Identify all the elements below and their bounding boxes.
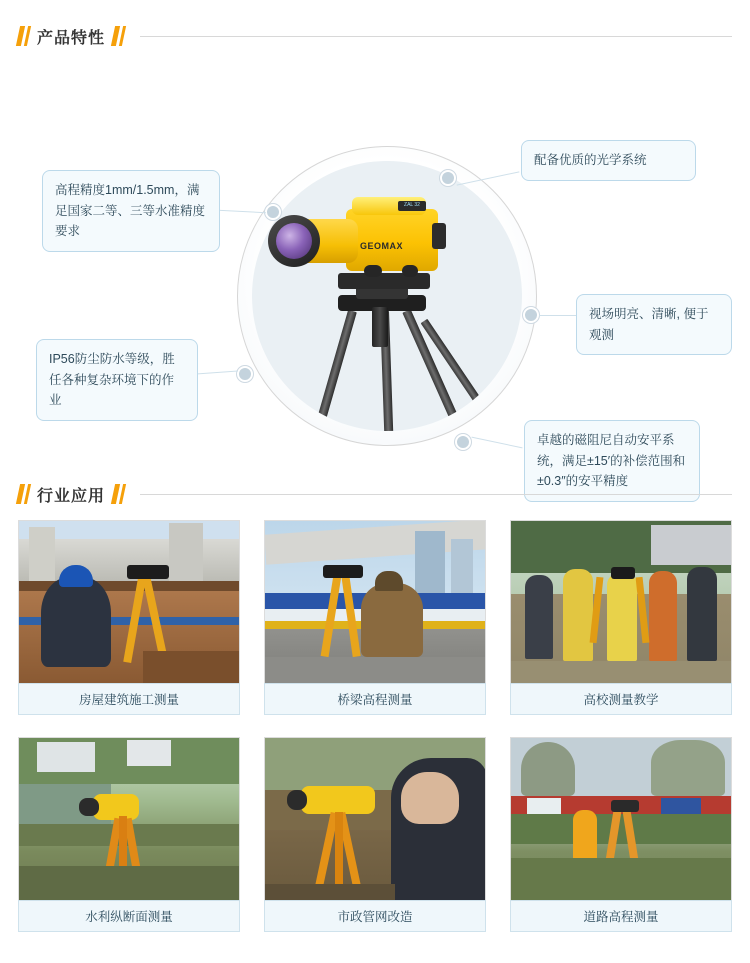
application-caption: 桥梁高程测量 <box>264 683 486 715</box>
features-section-header <box>18 24 124 48</box>
heading-accent-left-icon-2 <box>18 484 29 504</box>
callout-dot-accuracy <box>265 204 281 220</box>
callout-ip56-text: IP56防尘防水等级，胜任各种复杂环境下的作业 <box>49 352 175 408</box>
application-caption: 水利纵断面测量 <box>18 900 240 932</box>
features-section-title: 产品特性 <box>37 29 106 47</box>
application-caption: 高校测量教学 <box>510 683 732 715</box>
tripod-center-pillar <box>372 307 388 347</box>
eyepiece <box>432 223 446 249</box>
applications-header-rule <box>140 494 732 495</box>
callout-dot-compensator <box>455 434 471 450</box>
applications-section-title: 行业应用 <box>37 487 106 505</box>
application-card[interactable] <box>510 520 732 715</box>
application-photo-municipal-pipeline <box>264 737 486 900</box>
level-base-plate <box>338 273 430 289</box>
objective-lens-glass <box>276 223 312 259</box>
callout-compensator-text: 卓越的磁阻尼自动安平系统，满足±15′的补偿范围和±0.3″的安平精度 <box>537 433 686 489</box>
callout-dot-view <box>523 307 539 323</box>
heading-accent-left-icon <box>18 26 29 46</box>
fine-motion-knob <box>402 265 418 277</box>
application-photo-water-profile <box>18 737 240 900</box>
heading-accent-right-icon <box>113 26 124 46</box>
application-photo-road-level <box>510 737 732 900</box>
application-caption: 房屋建筑施工测量 <box>18 683 240 715</box>
callout-view <box>576 294 732 355</box>
callout-ip56 <box>36 339 198 421</box>
application-card[interactable] <box>18 520 240 715</box>
heading-accent-right-icon-2 <box>113 484 124 504</box>
application-caption: 市政管网改造 <box>264 900 486 932</box>
application-card[interactable] <box>510 737 732 932</box>
application-card[interactable] <box>264 737 486 932</box>
callout-compensator <box>524 420 700 502</box>
application-photo-bridge-level <box>264 520 486 683</box>
product-illustration <box>252 161 522 431</box>
product-brand-label: GEOMAX <box>360 241 404 251</box>
application-caption: 道路高程测量 <box>510 900 732 932</box>
applications-grid <box>18 520 732 932</box>
connector-ip56 <box>196 371 238 375</box>
application-card[interactable] <box>18 737 240 932</box>
level-body <box>346 209 438 271</box>
callout-accuracy <box>42 170 220 252</box>
connector-compensator <box>471 437 522 449</box>
features-header-rule <box>140 36 732 37</box>
feature-ring-background <box>252 161 522 431</box>
callout-view-text: 视场明亮、清晰, 便于观测 <box>589 307 709 342</box>
product-display-label: ZAL 32 <box>398 201 426 211</box>
callout-dot-optics <box>440 170 456 186</box>
callout-optics <box>521 140 696 181</box>
tripod-leg-left <box>314 310 357 431</box>
applications-section-header <box>18 482 124 506</box>
application-photo-house-construction <box>18 520 240 683</box>
callout-accuracy-text: 高程精度1mm/1.5mm，满足国家二等、三等水准精度要求 <box>55 183 206 239</box>
connector-view <box>539 315 577 316</box>
focus-knob <box>364 265 382 277</box>
callout-optics-text: 配备优质的光学系统 <box>534 153 647 167</box>
callout-dot-ip56 <box>237 366 253 382</box>
application-photo-campus-teaching <box>510 520 732 683</box>
features-diagram <box>0 58 750 489</box>
application-card[interactable] <box>264 520 486 715</box>
